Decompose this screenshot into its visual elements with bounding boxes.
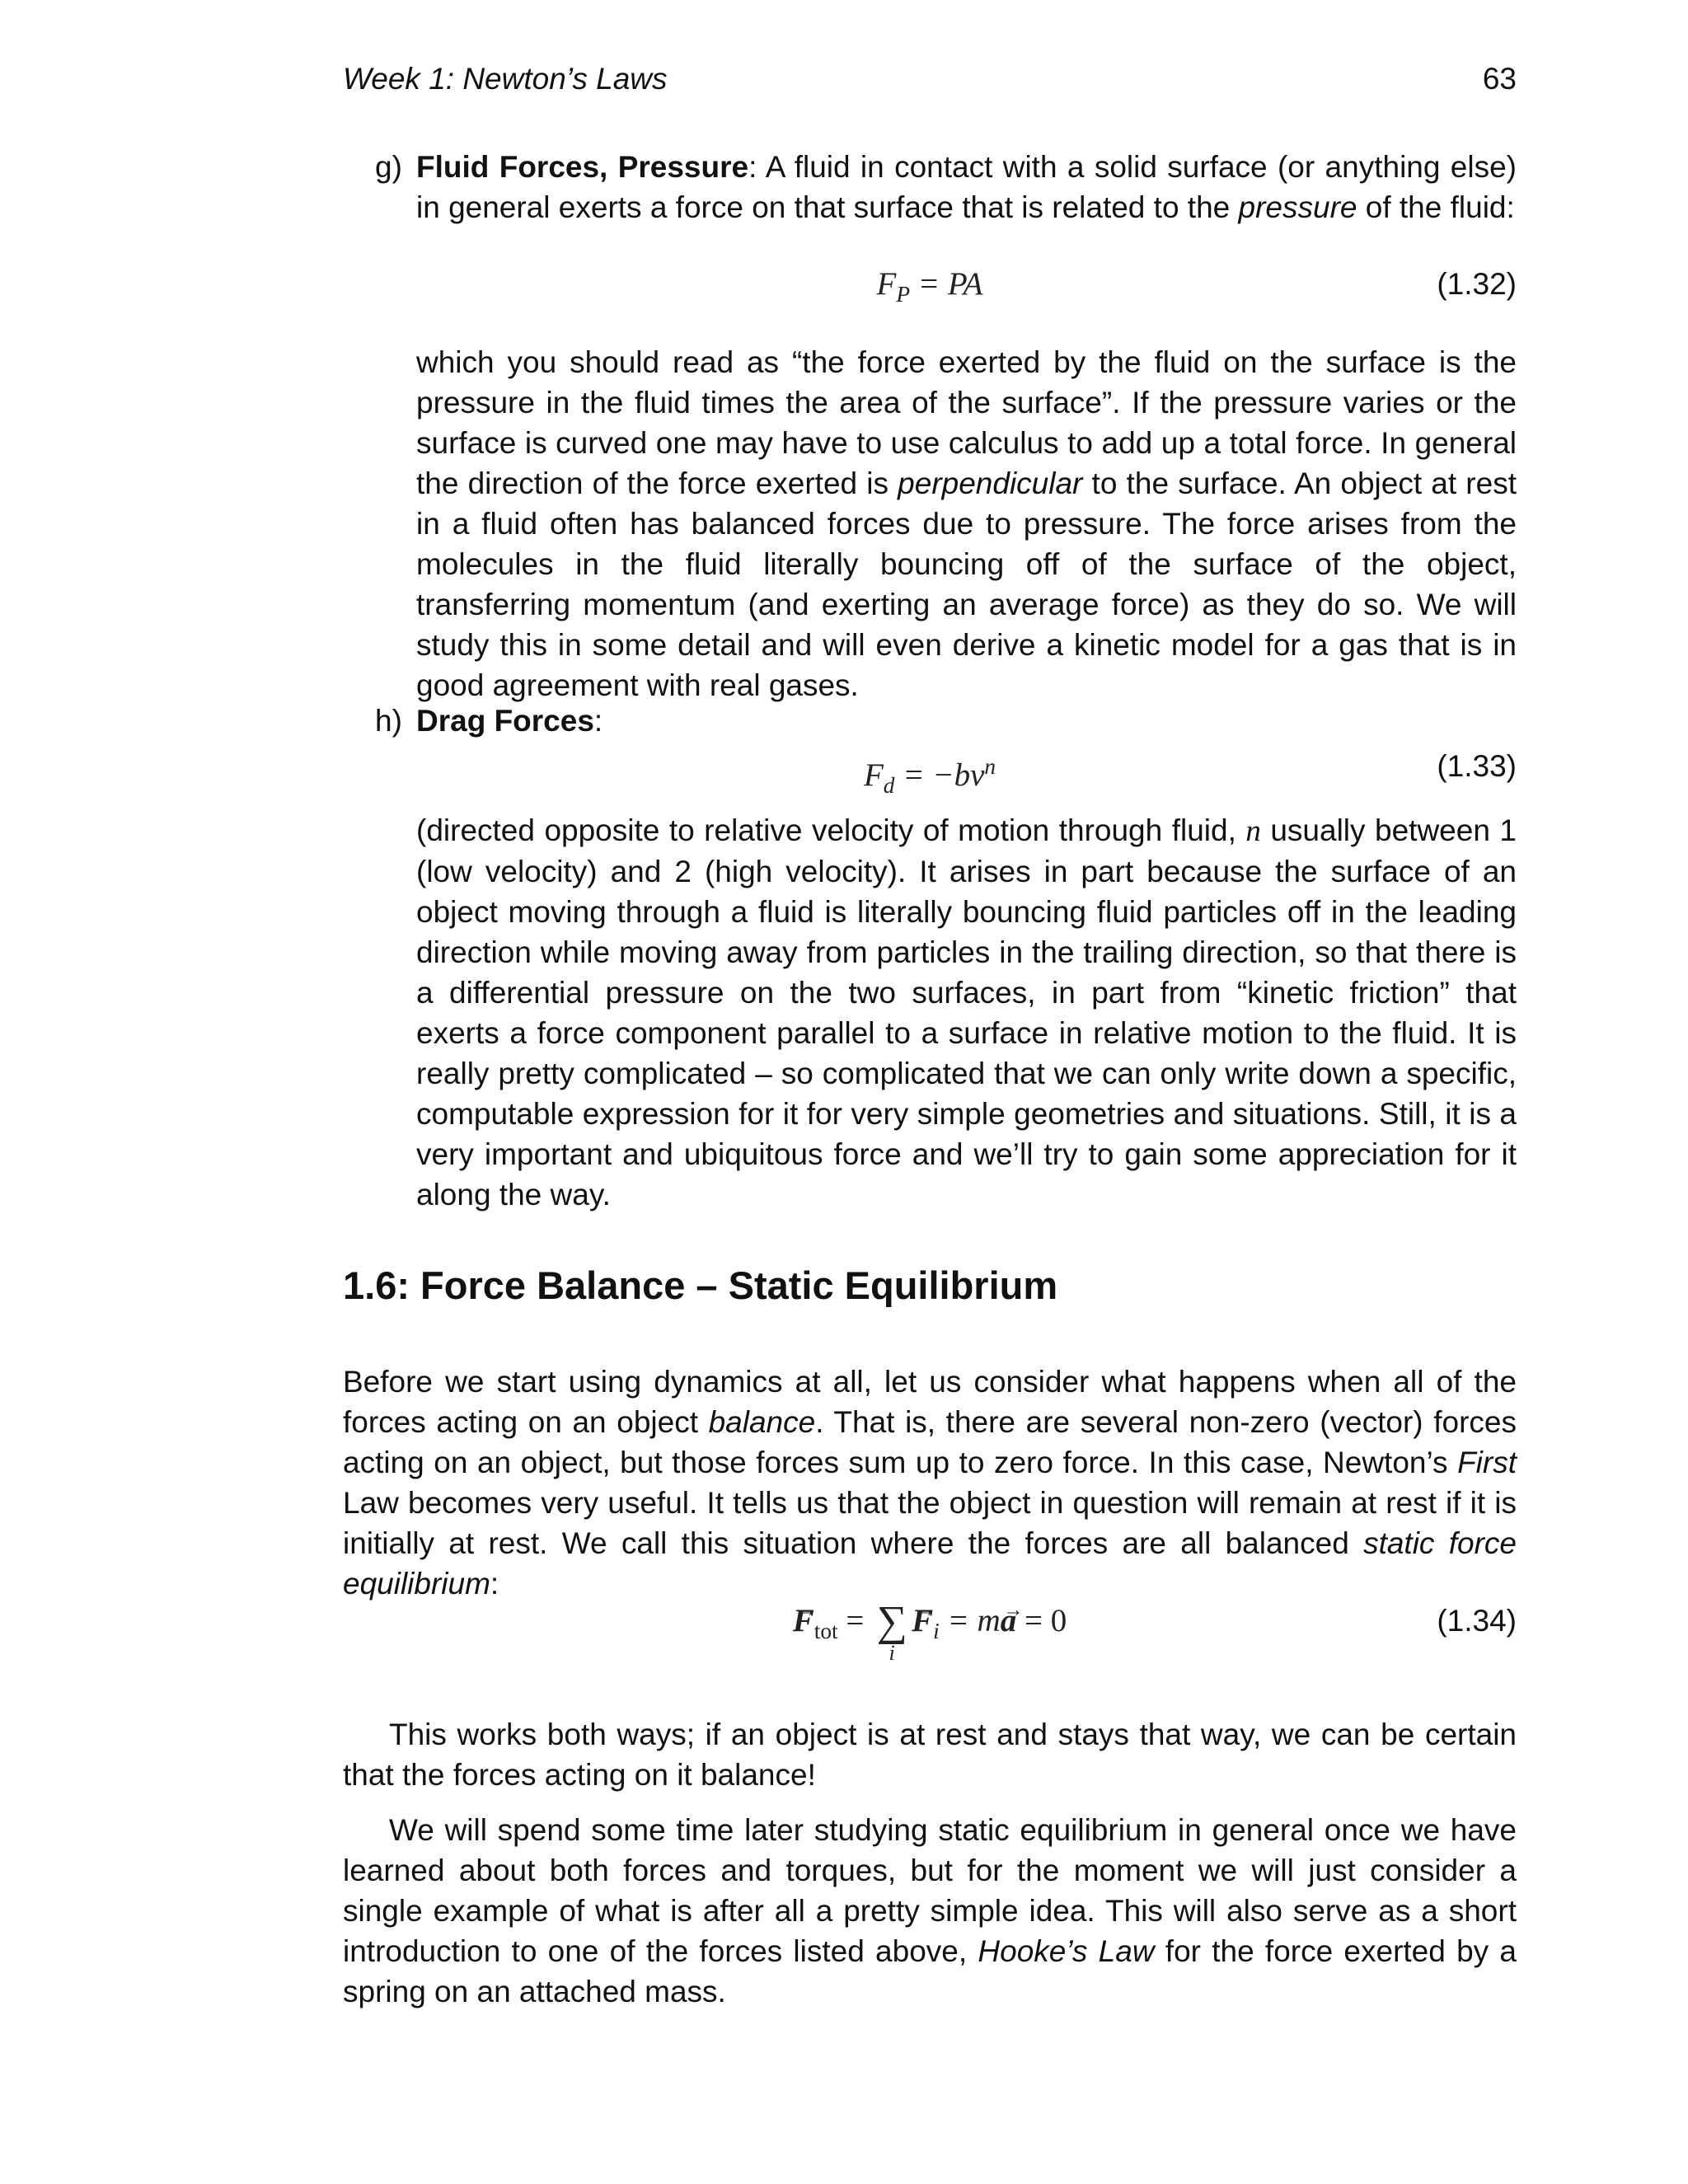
item-g-title: Fluid Forces, Pressure (416, 150, 749, 184)
summation: ∑ i (876, 1598, 907, 1666)
item-h-body: (directed opposite to relative velocity of motion through fluid, n usually between 1 (low velocity) and 2 (high velocity). It arises in part because the surface of an object moving through a fluid is literally bouncing fluid particles off in the leading direction while moving away from particles in the trailing direction, so that there is a differential pressure on the two surfaces, in part from “kinetic friction” that exerts a force component parallel to a surface in relative motion to the fluid. It is really pretty complicated – so complicated that we can only write down a specific, computable expression for it for very simple geometries and situations. Still, it is a very important and ubiquitous force and we’ll try to gain some appreciation for it along the way. (416, 813, 1517, 1212)
equation-1-32 (343, 264, 1517, 313)
section-paragraph-3: We will spend some time later studying static equilibrium in general once we have learned about both forces and torques, but for the moment we will just consider a single example of what is after all a pretty simple idea. This will also serve as a short introduction to one of the forces listed above, Hooke’s Law for the force exerted by a spring on an attached mass. (343, 1813, 1517, 2008)
equation-formula: → $F_{tot}$ = ∑ i → $F_i = m\to a = 0$ (343, 1601, 1517, 1652)
section-heading: 1.6: Force Balance – Static Equilibrium (343, 1263, 1058, 1307)
equation-number: (1.34) (1437, 1604, 1517, 1638)
item-h-intro: Drag Forces: (416, 704, 603, 738)
item-g-intro: Fluid Forces, Pressure: A fluid in contact with a solid surface (or anything else) in general exerts a force on that surface that is related to the pressure of the fluid: (416, 150, 1517, 224)
section-paragraph-1: Before we start using dynamics at all, let us consider what happens when all of the forces acting on an object balance. That is, there are several non-zero (vector) forces acting on an object, but those forces sum up to zero force. In this case, Newton’s First Law becomes very useful. It tells us that the object in question will remain at rest if it is initially at rest. We call this situation where the forces are all balanced static force equilibrium: (343, 1365, 1517, 1601)
equation-1-34 (343, 1598, 1517, 1675)
chapter-title: Week 1: Newton’s Laws (343, 62, 668, 96)
equation-formula: $F_P$ = PA (876, 266, 983, 307)
equation-number: (1.32) (1437, 267, 1517, 301)
equation-1-33 (343, 746, 1517, 798)
item-h-title: Drag Forces (416, 704, 594, 738)
equation-formula: $F_d = -bv^n$ (863, 754, 996, 798)
list-marker-h: h) (375, 704, 402, 738)
equation-number: (1.33) (1437, 749, 1517, 783)
list-marker-g: g) (375, 150, 402, 184)
item-g-body: which you should read as “the force exerted by the fluid on the surface is the pressure in the fluid times the area of the surface”. If the pressure varies or the surface is curved one may have to use calculus to add up a total force. In general the direction of the force exerted is perpendicular to the surface. An object at rest in a fluid often has balanced forces due to pressure. The force arises from the molecules in the fluid literally bouncing off of the surface of the object, transferring momentum (and exerting an average force) as they do so. We will study this in some detail and will even derive a kinetic model for a gas that is in good agreement with real gases. (416, 345, 1517, 702)
page-number: 63 (1482, 62, 1517, 96)
section-paragraph-2: This works both ways; if an object is at rest and stays that way, we can be certain that the forces acting on it balance! (343, 1718, 1517, 1792)
